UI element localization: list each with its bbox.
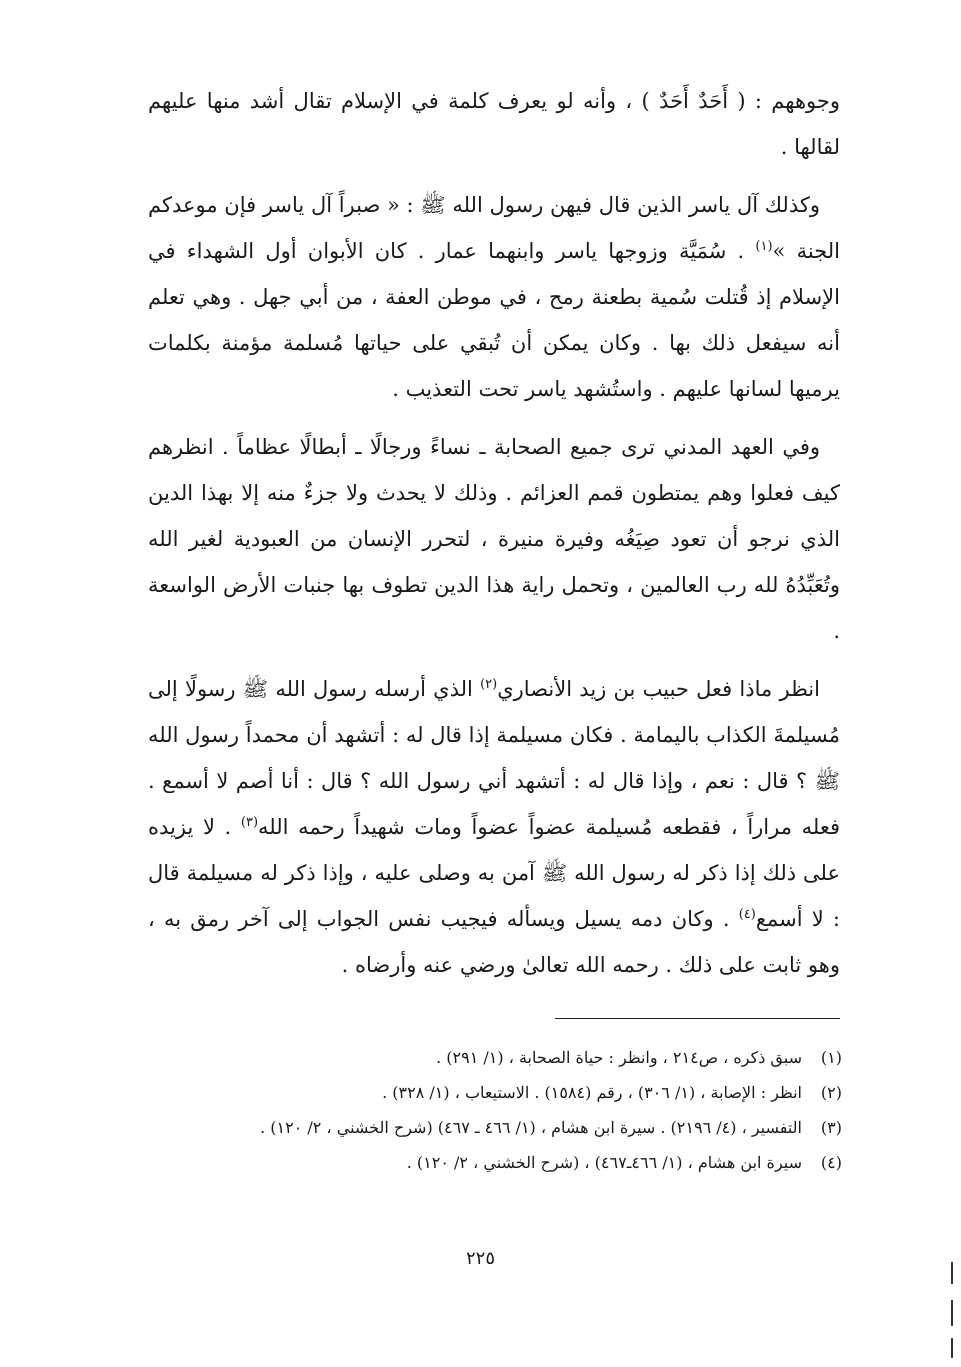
page-body xyxy=(148,78,840,1000)
paragraph-1 xyxy=(148,78,840,170)
footnote-ref-2[interactable]: (٢) xyxy=(480,677,498,692)
paragraph-4-text: انظر ماذا فعل حبيب بن زيد الأنصاري xyxy=(497,677,820,701)
paragraph-2-text: وكذلك آل ياسر الذين قال فيهن رسول الله ﷺ : « صبراً آل ياسر فإن موعدكم الجنة » xyxy=(148,193,840,263)
paragraph-3-text: وفي العهد المدني ترى جميع الصحابة ـ نساءً ورجالًا ـ أبطالًا عظاماً . انظرهم كيف فعلوا وهم يمتطون قمم العزائم . وذلك لا يحدث ولا جزءٌ منه إلا بهذا الدين الذي نرجو أن تعود صِيَغُه وفيرة منيرة ، لتحرر الإنسان من العبودية لغير الله وتُعَبِّدُهُ لله رب العالمين ، وتحمل راية هذا الدين تطوف بها جنبات الأرض الواسعة . xyxy=(148,435,840,643)
paragraph-4 xyxy=(148,666,840,988)
footnote-text: سيرة ابن هشام ، (١/ ٤٦٦ـ٤٦٧) ، (شرح الخشني ، ٢/ ١٢٠) . xyxy=(406,1153,802,1172)
footnote-item xyxy=(230,1110,842,1145)
footnote-number: (٢) xyxy=(820,1083,842,1102)
footnote-item xyxy=(230,1075,842,1110)
page-number: ٢٢٥ xyxy=(465,1248,495,1269)
footnote-ref-4[interactable]: (٤) xyxy=(738,907,756,922)
paragraph-2-rest: . سُمَيَّة وزوجها ياسر وابنهما عمار . كان الأبوان أول الشهداء في الإسلام إذ قُتلت سُمية بطعنة رمح ، في موطن العفة ، من أبي جهل . وهي تعلم أنه سيفعل ذلك بها . وكان يمكن أن تُبقي على حياتها مُسلمة مؤمنة بكلمات يرميها لسانها عليهم . واستُشهد ياسر تحت التعذيب . xyxy=(148,239,840,401)
footnote-text: انظر : الإصابة ، (١/ ٣٠٦) ، رقم (١٥٨٤) . الاستيعاب ، (١/ ٣٢٨) . xyxy=(382,1083,802,1102)
footnote-item xyxy=(230,1040,842,1075)
paragraph-4-part-2: الذي أرسله رسول الله ﷺ رسولًا إلى مُسيلمةَ الكذاب باليمامة . فكان مسيلمة إذا قال له : أتشهد أن محمداً رسول الله ﷺ ؟ قال : نعم ، وإذا قال له : أتشهد أني رسول الله ؟ قال : أنا أصم لا أسمع . فعله مراراً ، فقطعه مُسيلمة عضواً عضواً ومات شهيداً رحمه الله xyxy=(148,677,840,839)
footnote-separator xyxy=(555,1018,840,1019)
footnote-number: (٤) xyxy=(820,1153,842,1172)
paragraph-2 xyxy=(148,182,840,412)
paragraph-1-text: وجوههم : ( أَحَدٌ أَحَدٌ ) ، وأنه لو يعرف كلمة في الإسلام تقال أشد منها عليهم لقالها . xyxy=(148,89,840,159)
scan-edge-mark xyxy=(951,1300,953,1326)
footnote-text: التفسير ، (٤/ ٢١٩٦) . سيرة ابن هشام ، (١/ ٤٦٦ ـ ٤٦٧) (شرح الخشني ، ٢/ ١٢٠) . xyxy=(260,1118,802,1137)
footnote-number: (٣) xyxy=(820,1118,842,1137)
footnotes xyxy=(230,1040,842,1180)
scan-edge-mark xyxy=(951,1338,953,1358)
footnote-ref-3[interactable]: (٣) xyxy=(240,815,259,830)
scan-edge-mark xyxy=(951,1262,953,1284)
footnote-item xyxy=(230,1145,842,1180)
footnote-number: (١) xyxy=(820,1048,842,1067)
footnote-ref-1[interactable]: (١) xyxy=(755,239,773,254)
paragraph-4-part-4: . وكان دمه يسيل ويسأله فيجيب نفس الجواب إلى آخر رمق به ، وهو ثابت على ذلك . رحمه الله تعالىٰ ورضي عنه وأرضاه . xyxy=(148,907,840,977)
paragraph-3 xyxy=(148,424,840,654)
footnote-text: سبق ذكره ، ص٢١٤ ، وانظر : حياة الصحابة ، (١/ ٢٩١) . xyxy=(436,1048,802,1067)
paragraph-4-part-3: . لا يزيده على ذلك إذا ذكر له رسول الله ﷺ آمن به وصلى عليه ، وإذا ذكر له مسيلمة قال : لا أسمع xyxy=(148,815,840,931)
